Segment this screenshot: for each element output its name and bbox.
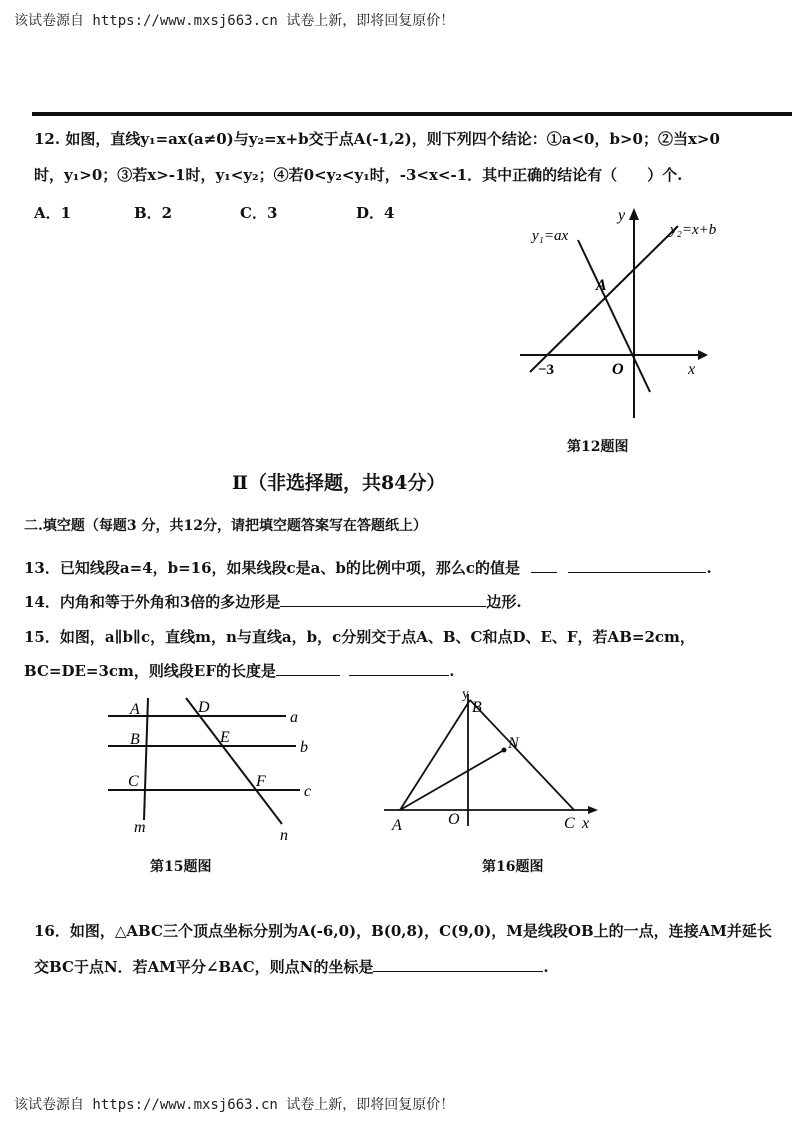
q12-figure — [500, 200, 730, 430]
q12-caption: 第12题图 — [567, 439, 629, 455]
q15-answer-blank[interactable] — [349, 661, 449, 676]
q16-text: 交BC于点N．若AM平分∠BAC，则点N的坐标是 — [34, 958, 374, 976]
fig15-label-b-line: b — [300, 739, 308, 756]
q13-blank-part1 — [531, 558, 557, 573]
fig15-label-n: n — [280, 827, 288, 844]
q15-end: . — [449, 662, 455, 680]
q14-line — [24, 591, 522, 612]
fig15-label-f: F — [256, 773, 266, 790]
top-rule — [32, 112, 792, 116]
header-watermark: 该试卷源自 https://www.mxsj663.cn 试卷上新，即将回复原价！ — [14, 13, 455, 29]
q14-answer-blank[interactable] — [280, 592, 486, 607]
fig12-x-arrow — [698, 350, 708, 360]
fig12-label-y: y — [618, 207, 626, 224]
q13-answer-blank[interactable] — [568, 558, 706, 573]
fig16-label-a: A — [392, 817, 402, 834]
q13-line — [24, 557, 712, 578]
fig15-label-c-point: C — [128, 773, 139, 790]
q14-text: 14．内角和等于外角和3倍的多边形是 — [24, 593, 281, 611]
q12-choice-a: A．1 — [34, 204, 72, 222]
q13-end: . — [706, 559, 712, 577]
fig12-label-o: O — [612, 361, 624, 378]
q15-caption: 第15题图 — [150, 859, 212, 875]
fig16-label-b: B — [472, 699, 482, 716]
fig12-label-x: x — [688, 361, 696, 378]
fig16-side-bc — [470, 700, 574, 810]
fig16-label-c: C — [564, 815, 575, 832]
fig12-line-y2 — [530, 226, 678, 372]
q12-choice-c: C．3 — [240, 204, 278, 222]
fig16-label-x: x — [582, 815, 590, 832]
q16-answer-blank[interactable] — [373, 957, 543, 972]
fig16-label-n: N — [508, 735, 519, 752]
fig16-x-arrow — [588, 806, 598, 814]
q15-figure — [100, 690, 330, 850]
q13-text: 13．已知线段a=4，b=16，如果线段c是a、b的比例中项，那么c的值是 — [24, 559, 521, 577]
q12-choice-b: B．2 — [134, 204, 173, 222]
q15-text: BC=DE=3cm，则线段EF的长度是 — [24, 662, 276, 680]
q16-caption: 第16题图 — [482, 859, 544, 875]
q12-line1: 12. 如图，直线y₁=ax(a≠0)与y₂=x+b交于点A(-1,2)，则下列四个结论：①a<0，b>0；②当x>0 — [34, 130, 720, 148]
q16-line1: 16．如图，△ABC三个顶点坐标分别为A(-6,0)，B(0,8)，C(9,0)，M是线段OB上的一点，连接AM并延长 — [34, 922, 772, 940]
fig12-label-y1: y₁=ax — [532, 228, 569, 244]
fig16-line-an — [400, 750, 504, 810]
fig15-label-c-line: c — [304, 783, 312, 800]
fig15-label-m: m — [134, 819, 146, 836]
q15-line1: 15．如图，a∥b∥c，直线m，n与直线a，b，c分别交于点A、B、C和点D、E、F，若AB=2cm， — [24, 628, 695, 646]
fig16-label-o: O — [448, 811, 460, 828]
fig12-label-m3: −3 — [538, 362, 555, 378]
fig16-label-y: y — [462, 687, 469, 702]
q16-line2 — [34, 956, 549, 977]
section2-title: 二.填空题（每题3 分，共12分，请把填空题答案写在答题纸上） — [24, 518, 427, 534]
q15-blank-part1 — [276, 661, 340, 676]
fig12-label-y2: y₂=x+b — [670, 222, 717, 238]
q16-figure — [380, 686, 610, 836]
fig15-label-d: D — [198, 699, 210, 716]
q16-end: . — [543, 958, 549, 976]
fig15-label-e: E — [220, 729, 230, 746]
fig16-side-ab — [400, 700, 470, 810]
fig15-label-a-point: A — [130, 701, 140, 718]
fig16-point-n — [502, 748, 507, 753]
fig12-label-a: A — [596, 277, 607, 294]
q12-choice-d: D．4 — [356, 204, 395, 222]
part2-title: Ⅱ（非选择题，共84分） — [232, 472, 446, 494]
q14-end: 边形. — [486, 593, 522, 611]
fig15-label-b-point: B — [130, 731, 140, 748]
fig15-label-a-line: a — [290, 709, 298, 726]
q15-line2 — [24, 660, 454, 681]
fig12-y-arrow — [629, 208, 639, 220]
footer-watermark: 该试卷源自 https://www.mxsj663.cn 试卷上新，即将回复原价！ — [14, 1097, 455, 1113]
q12-line2: 时，y₁>0；③若x>-1时，y₁<y₂；④若0<y₂<y₁时，-3<x<-1．其中正确的结论有（ ）个. — [34, 166, 683, 184]
